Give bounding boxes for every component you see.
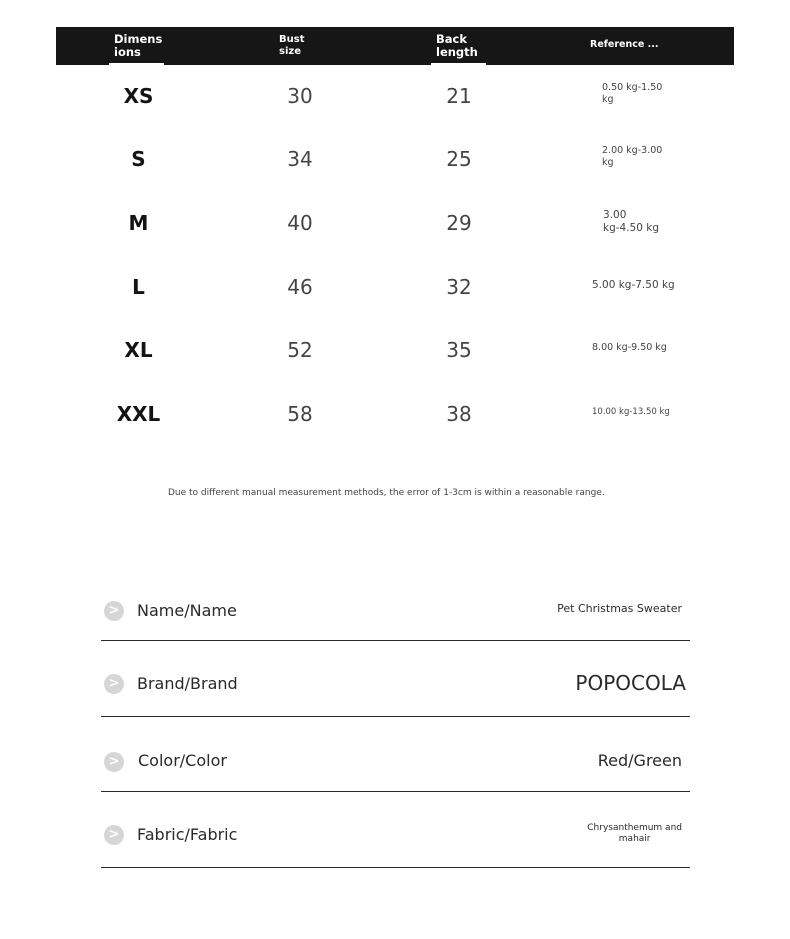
- info-label: Fabric/Fabric: [137, 825, 238, 844]
- info-label: Color/Color: [138, 751, 227, 770]
- divider: [101, 867, 690, 868]
- back-length-value: 32: [446, 275, 472, 299]
- bust-value: 58: [287, 402, 313, 426]
- reference-line1: 3.00: [603, 209, 627, 221]
- info-value-line2: mahair: [618, 834, 651, 844]
- info-value: POPOCOLA: [575, 671, 686, 695]
- reference-weight: 5.00 kg-7.50 kg: [592, 279, 675, 291]
- back-length-value: 25: [446, 147, 472, 171]
- chevron-right-icon: >: [104, 674, 124, 694]
- chevron-right-icon: >: [104, 752, 124, 772]
- header-dimensions: [114, 33, 166, 59]
- header-bust-size: [279, 34, 319, 58]
- reference-line1: 0.50 kg-1.50: [602, 82, 663, 93]
- reference-weight: 8.00 kg-9.50 kg: [592, 342, 667, 353]
- header-back-length: [436, 33, 488, 59]
- header-back-line1: Back: [436, 32, 467, 46]
- bust-value: 52: [287, 338, 313, 362]
- divider: [101, 640, 690, 641]
- chevron-right-icon: >: [104, 601, 124, 621]
- info-value-line1: Chrysanthemum and: [587, 823, 682, 833]
- header-dimensions-line2: ions: [114, 45, 141, 59]
- divider: [101, 716, 690, 717]
- reference-weight: [602, 82, 668, 106]
- bust-value: 40: [287, 211, 313, 235]
- size-row-xl: [56, 328, 734, 368]
- reference-line2: kg-4.50 kg: [603, 222, 659, 234]
- size-row-xs: [56, 74, 734, 114]
- info-value: Pet Christmas Sweater: [557, 602, 682, 615]
- back-length-value: 29: [446, 211, 472, 235]
- size-table-header: [56, 27, 734, 65]
- reference-line2: kg: [602, 94, 614, 105]
- size-label: L: [132, 275, 145, 299]
- info-row-brand: [101, 669, 690, 717]
- size-label: XXL: [116, 402, 161, 426]
- header-dimensions-line1: Dimens: [114, 32, 163, 46]
- bust-value: 46: [287, 275, 313, 299]
- header-underline: [109, 63, 164, 65]
- size-label: XL: [124, 338, 153, 362]
- size-row-xxl: [56, 392, 734, 432]
- header-underline: [431, 63, 486, 65]
- info-row-name: [101, 596, 690, 641]
- reference-weight: [603, 209, 665, 235]
- bust-value: 30: [287, 84, 313, 108]
- size-label: XS: [123, 84, 154, 108]
- header-bust-line2: size: [279, 46, 301, 57]
- divider: [101, 791, 690, 792]
- back-length-value: 38: [446, 402, 472, 426]
- size-label: S: [131, 147, 146, 171]
- info-label: Brand/Brand: [137, 674, 238, 693]
- size-label: M: [128, 211, 149, 235]
- info-row-fabric: [101, 821, 690, 868]
- reference-weight: [602, 145, 668, 169]
- header-reference-weight: Reference ...: [590, 39, 659, 50]
- info-value: Red/Green: [597, 751, 682, 770]
- info-value: [587, 823, 682, 845]
- size-row-s: [56, 137, 734, 177]
- measurement-note: Due to different manual measurement methods, the error of 1-3cm is within a reasonable range.: [168, 488, 605, 498]
- reference-line2: kg: [602, 157, 614, 168]
- header-bust-line1: Bust: [279, 34, 305, 45]
- back-length-value: 35: [446, 338, 472, 362]
- back-length-value: 21: [446, 84, 472, 108]
- info-label: Name/Name: [137, 601, 237, 620]
- size-row-l: [56, 265, 734, 305]
- chevron-right-icon: >: [104, 825, 124, 845]
- header-back-line2: length: [436, 45, 478, 59]
- reference-weight: 10.00 kg-13.50 kg: [592, 407, 670, 417]
- bust-value: 34: [287, 147, 313, 171]
- reference-line1: 2.00 kg-3.00: [602, 145, 663, 156]
- info-row-color: [101, 746, 690, 792]
- size-row-m: [56, 201, 734, 241]
